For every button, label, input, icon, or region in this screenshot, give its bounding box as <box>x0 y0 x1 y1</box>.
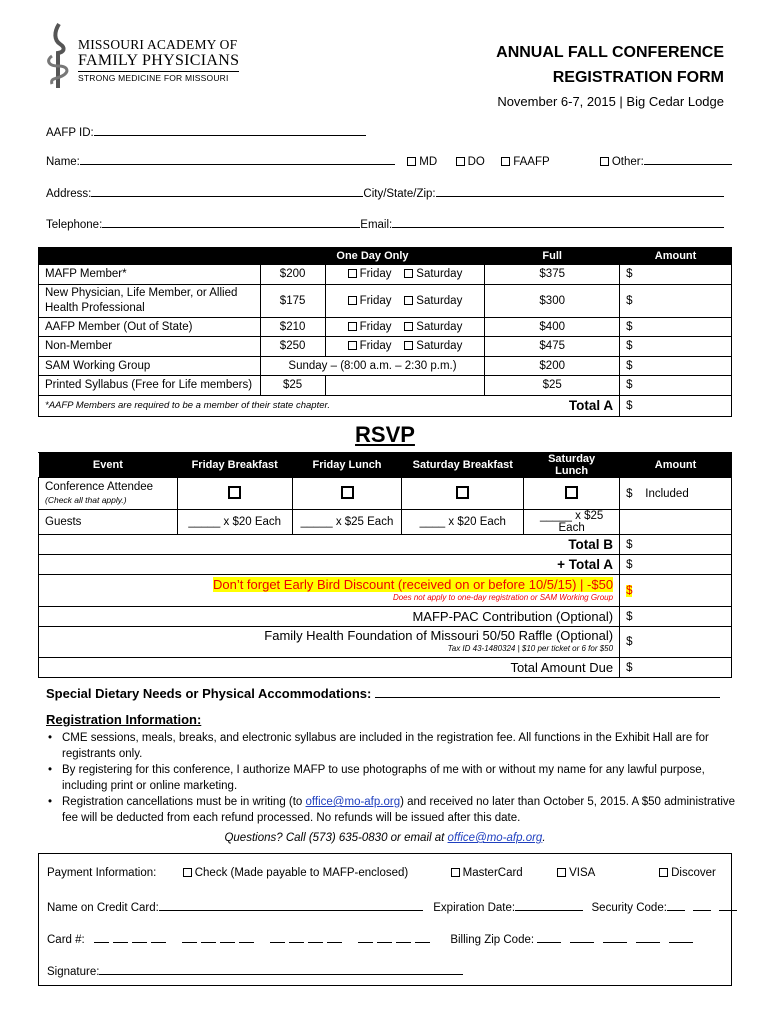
org-tagline: STRONG MEDICINE FOR MISSOURI <box>78 71 239 83</box>
md-label: MD <box>419 156 438 168</box>
guest-price-saturday-lunch[interactable]: _____ x $25 Each <box>524 510 620 535</box>
questions-period: . <box>542 832 546 844</box>
questions-text: Questions? Call (573) 635-0830 or email at <box>224 832 448 844</box>
aafp-id-label: AAFP ID: <box>46 127 94 139</box>
card-number-digit[interactable] <box>377 931 392 943</box>
signature-label: Signature: <box>47 966 100 978</box>
form-title-line2: REGISTRATION FORM <box>552 69 724 86</box>
questions-line <box>0 832 770 844</box>
card-number-digit[interactable] <box>396 931 411 943</box>
card-name-row <box>47 899 737 914</box>
plus-total-a-field[interactable]: $ <box>620 555 732 575</box>
pac-field[interactable]: $ <box>620 607 732 627</box>
total-due-field[interactable]: $ <box>620 658 732 678</box>
telephone-row <box>46 216 724 231</box>
signature-field[interactable] <box>99 963 463 975</box>
day-choice <box>325 317 485 337</box>
rsvp-header-saturday-breakfast: Saturday Breakfast <box>402 453 524 478</box>
fee-header-one-day: One Day Only <box>260 248 485 265</box>
fee-amount-field[interactable]: $ <box>620 265 732 285</box>
saturday-breakfast-checkbox[interactable] <box>456 486 469 499</box>
address-row <box>46 185 724 200</box>
syllabus-label: Printed Syllabus (Free for Life members) <box>39 376 261 396</box>
plus-total-a-label: + Total A <box>39 555 620 575</box>
day-choice <box>325 284 485 317</box>
guest-price-saturday-breakfast[interactable]: ____ x $20 Each <box>402 510 524 535</box>
attendee-note: (Check all that apply.) <box>45 494 127 505</box>
name-field[interactable] <box>80 153 395 165</box>
card-number-digit[interactable] <box>327 931 342 943</box>
fee-one-day-price: $200 <box>260 265 325 285</box>
other-field[interactable] <box>644 153 732 165</box>
form-title-line1: ANNUAL FALL CONFERENCE <box>496 44 724 61</box>
syllabus-amount-field[interactable]: $ <box>620 376 732 396</box>
office-email-link[interactable]: office@mo-afp.org <box>305 796 401 808</box>
fee-row <box>39 376 732 396</box>
card-number-digit[interactable] <box>358 931 373 943</box>
city-label: City/State/Zip: <box>363 188 436 200</box>
other-checkbox[interactable] <box>600 157 609 166</box>
saturday-checkbox[interactable] <box>404 341 413 350</box>
expiration-label: Expiration Date: <box>433 902 516 914</box>
raffle-note: Tax ID 43-1480324 | $10 per ticket or 6 for $50 <box>447 644 614 653</box>
fee-header-blank <box>39 248 261 265</box>
fee-header-amount: Amount <box>620 248 732 265</box>
security-code-digit[interactable] <box>719 899 737 911</box>
friday-checkbox[interactable] <box>348 296 357 305</box>
membership-note: *AAFP Members are required to be a member of their state chapter. <box>39 395 485 416</box>
fee-row <box>39 337 732 357</box>
event-date-location: November 6-7, 2015 | Big Cedar Lodge <box>497 94 724 109</box>
saturday-lunch-checkbox[interactable] <box>565 486 578 499</box>
billing-zip-digit[interactable] <box>570 931 594 943</box>
attendee-row <box>39 478 732 510</box>
friday-checkbox[interactable] <box>348 341 357 350</box>
guest-price-friday-breakfast[interactable]: _____ x $20 Each <box>177 510 292 535</box>
sam-label: SAM Working Group <box>39 356 261 376</box>
rsvp-title: RSVP <box>355 422 415 447</box>
security-code-digit[interactable] <box>667 899 685 911</box>
fee-one-day-price: $210 <box>260 317 325 337</box>
do-label: DO <box>467 156 485 168</box>
fee-amount-field[interactable]: $ <box>620 337 732 357</box>
other-label: Other: <box>611 156 644 168</box>
card-number-digit[interactable] <box>132 931 147 943</box>
do-checkbox[interactable] <box>456 157 465 166</box>
fee-full-price: $475 <box>485 337 620 357</box>
sam-full-price: $200 <box>485 356 620 376</box>
security-code-digit[interactable] <box>693 899 711 911</box>
card-number-digit[interactable] <box>270 931 285 943</box>
billing-zip-digit[interactable] <box>669 931 693 943</box>
card-number-digit[interactable] <box>415 931 430 943</box>
friday-label: Friday <box>359 294 392 307</box>
rsvp-header-saturday-lunch: Saturday Lunch <box>524 453 620 478</box>
sam-amount-field[interactable]: $ <box>620 356 732 376</box>
list-item: • CME sessions, meals, breaks, and electronic syllabus are included in the registration fee. All functions in the Exhibit Hall are for registrants only. <box>46 730 736 762</box>
faafp-checkbox[interactable] <box>501 157 510 166</box>
friday-label: Friday <box>359 320 392 333</box>
card-number-digit[interactable] <box>182 931 197 943</box>
card-number-digit[interactable] <box>220 931 235 943</box>
payment-method-row <box>47 867 716 879</box>
total-a-field[interactable]: $ <box>620 395 732 416</box>
friday-label: Friday <box>359 340 392 353</box>
fee-row-label: AAFP Member (Out of State) <box>39 317 261 337</box>
total-b-label: Total B <box>39 535 620 555</box>
early-bird-field[interactable] <box>620 575 732 607</box>
total-a-label: Total A <box>485 395 620 416</box>
bullet3-text-pre: Registration cancellations must be in writing (to <box>62 796 306 808</box>
form-title-block <box>496 40 724 109</box>
logo-mark-icon <box>44 22 74 90</box>
early-bird-cell <box>39 575 620 607</box>
aafp-id-field[interactable] <box>94 124 366 136</box>
email-label: Email: <box>360 219 393 231</box>
fee-amount-field[interactable]: $ <box>620 284 732 317</box>
guests-row <box>39 510 732 535</box>
fee-full-price: $300 <box>485 284 620 317</box>
rsvp-header-friday-breakfast: Friday Breakfast <box>177 453 292 478</box>
card-name-field[interactable] <box>159 899 423 911</box>
special-needs-label: Special Dietary Needs or Physical Accommodations: <box>46 686 372 701</box>
aafp-id-row <box>46 124 366 139</box>
name-label: Name: <box>46 156 80 168</box>
saturday-label: Saturday <box>416 320 463 333</box>
raffle-field[interactable]: $ <box>620 627 732 658</box>
fee-row-label: New Physician, Life Member, or Allied Health Professional <box>39 284 261 317</box>
card-number-digit[interactable] <box>308 931 323 943</box>
org-name-line1: MISSOURI ACADEMY OF <box>78 37 238 52</box>
name-row <box>46 153 726 168</box>
fee-one-day-price: $175 <box>260 284 325 317</box>
card-number-digit[interactable] <box>201 931 216 943</box>
saturday-label: Saturday <box>416 294 463 307</box>
friday-checkbox[interactable] <box>348 322 357 331</box>
saturday-label: Saturday <box>416 268 463 281</box>
registration-info-list <box>46 730 736 826</box>
signature-row <box>47 963 463 978</box>
email-field[interactable] <box>392 216 724 228</box>
fee-row-label: MAFP Member* <box>39 265 261 285</box>
mastercard-checkbox[interactable] <box>451 868 460 877</box>
early-bird-note: Does not apply to one-day registration or SAM Working Group <box>392 592 614 602</box>
friday-label: Friday <box>359 268 392 281</box>
fee-table <box>38 247 732 417</box>
syllabus-full-price: $25 <box>485 376 620 396</box>
early-bird-discount: Don’t forget Early Bird Discount (received on or before 10/5/15) | -$50 <box>212 576 614 592</box>
pac-label: MAFP-PAC Contribution (Optional) <box>39 607 620 627</box>
sam-time: Sunday – (8:00 a.m. – 2:30 p.m.) <box>260 356 485 376</box>
visa-label: VISA <box>569 867 595 879</box>
day-choice <box>325 337 485 357</box>
fee-row <box>39 284 732 317</box>
card-number-digit[interactable] <box>113 931 128 943</box>
syllabus-price: $25 <box>260 376 325 396</box>
fee-full-price: $375 <box>485 265 620 285</box>
saturday-checkbox[interactable] <box>404 269 413 278</box>
card-number-digit[interactable] <box>239 931 254 943</box>
billing-zip-label: Billing Zip Code: <box>450 934 535 946</box>
list-item: • By registering for this conference, I authorize MAFP to use photographs of me with or without my name for any lawful purpose, including print or online marketing. <box>46 762 736 794</box>
discover-label: Discover <box>671 867 716 879</box>
attendee-amount <box>620 478 732 510</box>
card-number-label: Card #: <box>47 934 85 946</box>
payment-info-label: Payment Information: <box>47 867 157 879</box>
special-needs-field[interactable] <box>375 685 720 698</box>
bullet3-text-post: ) and received no later than October 5, 2015. A $50 administrative fee will be deducted from each refund processed. No refunds will be issued after this date. <box>62 796 736 824</box>
raffle-label: Family Health Foundation of Missouri 50/50 Raffle (Optional) <box>264 628 614 643</box>
card-number-groups <box>88 934 430 946</box>
fee-row <box>39 265 732 285</box>
card-number-row <box>47 931 693 946</box>
saturday-checkbox[interactable] <box>404 322 413 331</box>
rsvp-header-amount: Amount <box>620 453 732 478</box>
address-label: Address: <box>46 188 92 200</box>
special-needs-row <box>46 685 720 701</box>
saturday-checkbox[interactable] <box>404 296 413 305</box>
day-choice <box>325 265 485 285</box>
included-label: Included <box>645 487 689 500</box>
friday-breakfast-checkbox[interactable] <box>228 486 241 499</box>
billing-zip-digit[interactable] <box>537 931 561 943</box>
org-name-line2: FAMILY PHYSICIANS <box>78 52 240 69</box>
visa-checkbox[interactable] <box>557 868 566 877</box>
early-bird-dollar: $ <box>626 584 633 597</box>
list-item <box>46 794 736 826</box>
md-checkbox[interactable] <box>407 157 416 166</box>
billing-zip-boxes <box>537 934 693 946</box>
fee-amount-field[interactable]: $ <box>620 317 732 337</box>
fee-row <box>39 356 732 376</box>
expiration-field[interactable] <box>515 899 583 911</box>
org-logo-text <box>78 37 239 83</box>
guests-label: Guests <box>39 510 178 535</box>
payment-box <box>38 853 732 986</box>
rsvp-header-event: Event <box>39 453 178 478</box>
city-field[interactable] <box>436 185 724 197</box>
billing-zip-digit[interactable] <box>636 931 660 943</box>
discover-checkbox[interactable] <box>659 868 668 877</box>
card-number-digit[interactable] <box>289 931 304 943</box>
guest-price-friday-lunch[interactable]: _____ x $25 Each <box>292 510 402 535</box>
total-b-field[interactable]: $ <box>620 535 732 555</box>
fee-row <box>39 317 732 337</box>
card-name-label: Name on Credit Card: <box>47 902 159 914</box>
telephone-field[interactable] <box>102 216 360 228</box>
check-label: Check (Made payable to MAFP-enclosed) <box>194 867 409 879</box>
questions-email-link[interactable]: office@mo-afp.org <box>447 832 543 844</box>
mastercard-label: MasterCard <box>462 867 523 879</box>
card-number-digit[interactable] <box>94 931 109 943</box>
card-number-digit[interactable] <box>151 931 166 943</box>
saturday-label: Saturday <box>416 340 463 353</box>
telephone-label: Telephone: <box>46 219 103 231</box>
raffle-cell <box>39 627 620 658</box>
faafp-label: FAAFP <box>513 156 550 168</box>
registration-info-heading: Registration Information: <box>46 712 202 727</box>
fee-one-day-price: $250 <box>260 337 325 357</box>
attendee-label: Conference Attendee <box>45 480 154 493</box>
fee-header-full: Full <box>485 248 620 265</box>
fee-full-price: $400 <box>485 317 620 337</box>
friday-checkbox[interactable] <box>348 269 357 278</box>
rsvp-header-friday-lunch: Friday Lunch <box>292 453 402 478</box>
fee-row-label: Non-Member <box>39 337 261 357</box>
security-code-label: Security Code: <box>591 902 667 914</box>
rsvp-table <box>38 452 732 678</box>
billing-zip-digit[interactable] <box>603 931 627 943</box>
attendee-cell <box>39 478 178 510</box>
address-field[interactable] <box>91 185 363 197</box>
total-due-label: Total Amount Due <box>39 658 620 678</box>
dollar-sign: $ <box>626 487 633 500</box>
check-checkbox[interactable] <box>183 868 192 877</box>
friday-lunch-checkbox[interactable] <box>341 486 354 499</box>
